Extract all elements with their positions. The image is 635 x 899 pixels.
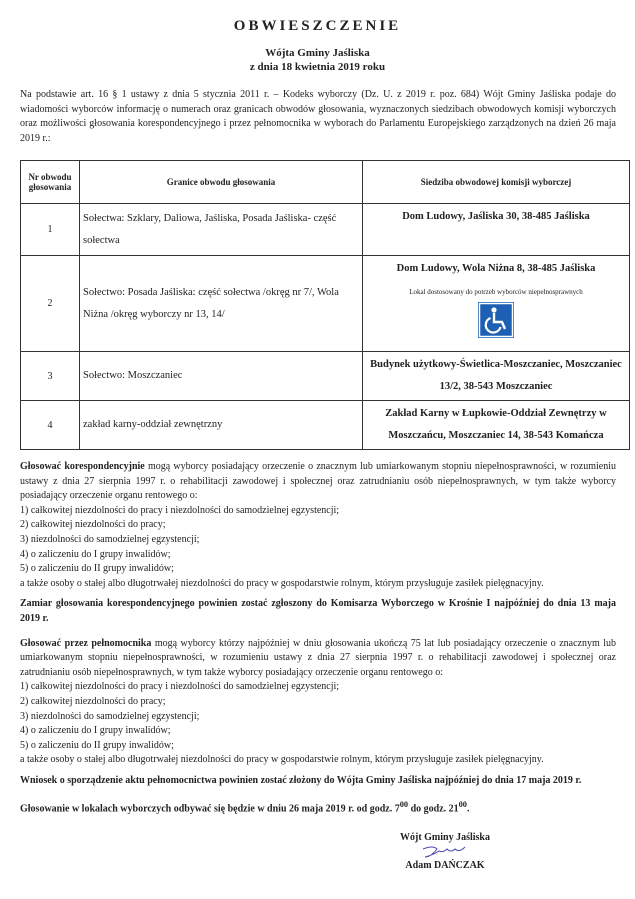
district-number: 2	[21, 256, 80, 352]
proxy-tail: a także osoby o stałej albo długotrwałej niezdolności do pracy w gospodarstwie rolnym, którym przysługuje zasiłek pielęgnacyjny.	[20, 754, 544, 766]
table-row	[21, 401, 630, 450]
seat-address: Dom Ludowy, Wola Niżna 8, 38-485 Jaśliska	[396, 263, 596, 274]
signature-block	[370, 831, 520, 873]
document-title: OBWIESZCZENIE	[233, 18, 402, 34]
proxy-lead: Głosować przez pełnomocnika	[20, 637, 152, 649]
table-row	[21, 256, 630, 352]
list-item: 1) całkowitej niezdolności do pracy i niezdolności do samodzielnej egzystencji;	[20, 681, 340, 693]
list-item: 4) o zaliczeniu do I grupy inwalidów;	[20, 548, 171, 560]
district-number: 1	[21, 204, 80, 256]
districts-table	[20, 160, 630, 450]
district-boundaries: Sołectwo: Posada Jaśliska: część sołectwa /okręg nr 7/, Wola Niżna /okręg wyborczy nr 13, 14/	[80, 256, 363, 352]
header-nr: Nr obwodu głosowania	[21, 161, 80, 204]
header-siedziba: Siedziba obwodowej komisji wyborczej	[363, 161, 630, 204]
district-boundaries: Sołectwa: Szklary, Daliowa, Jaśliska, Posada Jaśliska- część sołectwa	[80, 204, 363, 256]
district-number: 4	[21, 401, 80, 450]
district-boundaries: Sołectwo: Moszczaniec	[80, 352, 363, 401]
list-item: 4) o zaliczeniu do I grupy inwalidów;	[20, 725, 171, 737]
commission-seat: Zakład Karny w Łupkowie-Oddział Zewnętrzy w Moszczańcu, Moszczaniec 14, 38-543 Komańcza	[363, 401, 630, 450]
list-item: 3) niezdolności do samodzielnej egzystencji;	[20, 533, 200, 545]
list-item: 2) całkowitej niezdolności do pracy;	[20, 695, 166, 707]
issue-date: z dnia 18 kwietnia 2019 roku	[249, 61, 386, 73]
table-row	[21, 204, 630, 256]
issuer: Wójta Gminy Jaśliska	[265, 47, 370, 59]
table-row	[21, 352, 630, 401]
correspondence-lead: Głosować korespondencyjnie	[20, 461, 145, 472]
intro-paragraph: Na podstawie art. 16 § 1 ustawy z dnia 5 stycznia 2011 r. – Kodeks wyborczy (Dz. U. z 2019 r. poz. 684) Wójt Gminy Jaśliska podaje do wiadomości wyborców informację o numerach oraz granicach obwodów głosowania, wyznaczonych siedzibach obwodowych komisji wyborczych oraz możliwości głosowania korespondencyjnego i przez pełnomocnika w wyborach do Parlamentu Europejskiego zarządzonych na dzień 26 maja 2019 r.:	[20, 89, 616, 144]
body-text	[20, 460, 616, 817]
correspondence-tail: a także osoby o stałej albo długotrwałej niezdolności do pracy w gospodarstwie rolnym, którym przysługuje zasiłek pielęgnacyjny.	[20, 577, 544, 589]
commission-seat: Budynek użytkowy-Świetlica-Moszczaniec, Moszczaniec 13/2, 38-543 Moszczaniec	[363, 352, 630, 401]
commission-seat: Dom Ludowy, Jaśliska 30, 38-485 Jaśliska	[363, 204, 630, 256]
list-item: 5) o zaliczeniu do II grupy inwalidów;	[20, 563, 174, 575]
correspondence-paragraph	[20, 460, 616, 504]
list-item: 1) całkowitej niezdolności do pracy i niezdolności do samodzielnej egzystencji;	[20, 504, 340, 516]
handwritten-signature	[415, 845, 475, 859]
commission-seat	[363, 256, 630, 352]
voting-hours: Głosowanie w lokalach wyborczych odbywać się będzie w dniu 26 maja 2019 r. od godz. $7^{00}$ do godz. $21^{00}$.	[20, 800, 470, 815]
list-item: 5) o zaliczeniu do II grupy inwalidów;	[20, 739, 174, 751]
proxy-text: mogą wyborcy którzy najpóźniej w dniu głosowania ukończą 75 lat lub posiadający orzeczenie o znacznym lub umiarkowanym stopniu niepełnosprawności, w rozumieniu ustawy z dnia 27 sierpnia 1997 r. o rehabilitacji zawodowej i społecznej oraz zatrudnianiu osób niepełnosprawnych, w tym także wyborcy posiadający orzeczenie organu rentowego o:	[20, 637, 616, 678]
proxy-paragraph	[20, 637, 616, 681]
header-granice: Granice obwodu głosowania	[80, 161, 363, 204]
correspondence-text: mogą wyborcy posiadający orzeczenie o znacznym lub umiarkowanym stopniu niepełnosprawności, w rozumieniu ustawy z dnia 27 sierpnia 1997 r. o rehabilitacji zawodowej i społecznej oraz zatrudnianiu osób niepełnosprawnych, w tym także wyborcy posiadający orzeczenie organu rentowego o:	[20, 461, 616, 502]
proxy-deadline: Wniosek o sporządzenie aktu pełnomocnictwa powinien zostać złożony do Wójta Gminy Jaśliska najpóźniej do dnia 17 maja 2019 r.	[20, 774, 582, 786]
correspondence-deadline: Zamiar głosowania korespondencyjnego powinien zostać zgłoszony do Komisarza Wyborczego w Krośnie I najpóźniej do dnia 13 maja 2019 r.	[20, 598, 616, 624]
list-item: 3) niezdolności do samodzielnej egzystencji;	[20, 710, 200, 722]
wheelchair-accessible-icon	[478, 302, 514, 338]
table-header-row	[21, 161, 630, 204]
district-boundaries: zakład karny-oddział zewnętrzny	[80, 401, 363, 450]
accessibility-note: Lokal dostosowany do potrzeb wyborców niepełnosprawnych	[409, 288, 583, 296]
signatory-name: Adam DAŃCZAK	[405, 860, 485, 872]
signatory-role: Wójt Gminy Jaśliska	[399, 832, 490, 844]
district-number: 3	[21, 352, 80, 401]
list-item: 2) całkowitej niezdolności do pracy;	[20, 519, 166, 531]
